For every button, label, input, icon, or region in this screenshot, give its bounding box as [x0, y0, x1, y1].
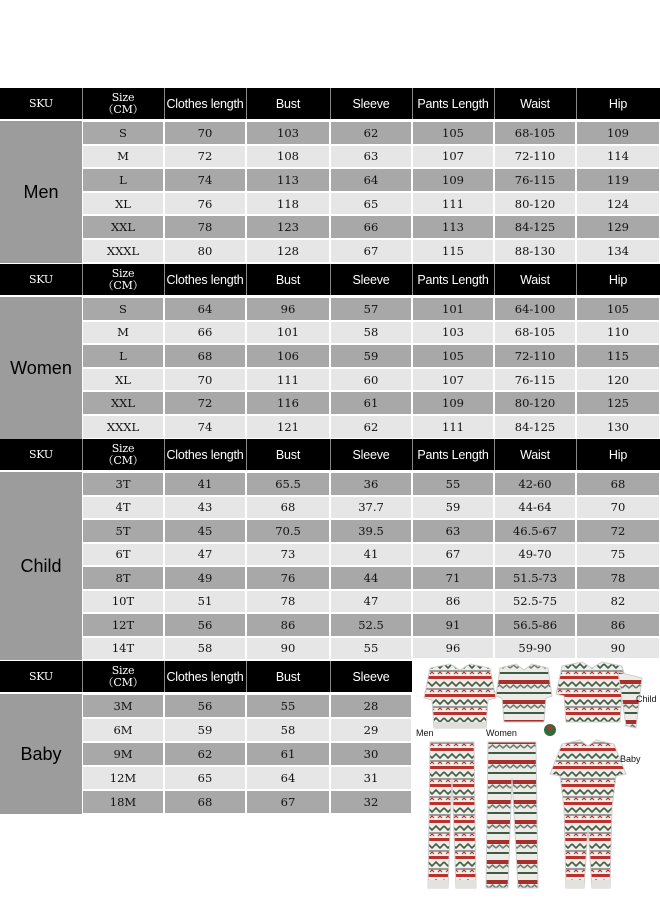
cell-pants-length: 86 [413, 591, 493, 613]
child-header-row [0, 439, 660, 470]
cell-size: 6T [83, 544, 163, 566]
cell-bust: 55 [247, 695, 329, 717]
header-sleeve: Sleeve [352, 669, 390, 684]
cell-clothes-length: 51 [165, 591, 245, 613]
cell-clothes-length: 64 [165, 298, 245, 320]
header-sleeve: Sleeve [330, 439, 413, 470]
cell-pants-length: 111 [413, 193, 493, 215]
header-bust: Bust [246, 264, 331, 295]
cell-sleeve: 52.5 [331, 614, 411, 636]
family-pajamas-photo [412, 658, 660, 900]
cell-pants-length: 105 [413, 345, 493, 367]
table-row [82, 543, 660, 567]
header-pants-length: Pants Length [412, 88, 495, 119]
table-row [82, 590, 660, 614]
cell-clothes-length: 59 [165, 719, 245, 741]
table-row [82, 344, 660, 368]
cell-size: XXXL [83, 416, 163, 438]
cell-bust: 96 [247, 298, 329, 320]
cell-waist: 51.5-73 [495, 567, 575, 589]
cell-pants-length: 101 [413, 298, 493, 320]
cell-size: 14T [83, 638, 163, 660]
cell-waist: 46.5-67 [495, 520, 575, 542]
cell-bust: 64 [247, 767, 329, 789]
header-size-line2: （CM） [102, 675, 144, 689]
women-top [496, 664, 552, 722]
table-row [82, 192, 660, 216]
table-row [82, 415, 660, 439]
cell-hip: 129 [577, 216, 659, 238]
photo-label-women: Women [486, 728, 517, 738]
cell-sleeve: 61 [331, 392, 411, 414]
cell-bust: 106 [247, 345, 329, 367]
cell-clothes-length: 68 [165, 791, 245, 813]
header-pants-length: Pants Length [412, 439, 495, 470]
men-top [424, 664, 496, 728]
cell-size: S [83, 298, 163, 320]
cell-sleeve: 64 [331, 169, 411, 191]
cell-pants-length: 55 [413, 473, 493, 495]
cell-sleeve: 63 [331, 146, 411, 168]
cell-sleeve: 47 [331, 591, 411, 613]
cell-clothes-length: 65 [165, 767, 245, 789]
cell-hip: 124 [577, 193, 659, 215]
cell-size: 3M [83, 695, 163, 717]
cell-hip: 86 [577, 614, 659, 636]
cell-size: 9M [83, 743, 163, 765]
header-bust: Bust [246, 661, 331, 692]
baby-romper [550, 740, 626, 888]
header-size [82, 661, 165, 692]
cell-bust: 116 [247, 392, 329, 414]
header-sku: SKU [0, 264, 83, 295]
table-row [82, 472, 660, 496]
cell-waist: 84-125 [495, 416, 575, 438]
cell-waist: 56.5-86 [495, 614, 575, 636]
cell-size: 18M [83, 791, 163, 813]
cell-sleeve: 58 [331, 322, 411, 344]
cell-waist: 68-105 [495, 122, 575, 144]
cell-waist: 44-64 [495, 497, 575, 519]
cell-waist: 88-130 [495, 240, 575, 262]
cell-size: L [83, 345, 163, 367]
cell-sleeve: 31 [331, 767, 411, 789]
header-sku: SKU [0, 439, 83, 470]
header-sleeve: Sleeve [330, 88, 413, 119]
baby-header-row [0, 661, 412, 692]
cell-waist: 72-110 [495, 345, 575, 367]
cell-bust: 58 [247, 719, 329, 741]
cell-size: 8T [83, 567, 163, 589]
cell-waist: 52.5-75 [495, 591, 575, 613]
table-row [82, 613, 660, 637]
cell-clothes-length: 70 [165, 122, 245, 144]
cell-bust: 111 [247, 369, 329, 391]
cell-clothes-length: 47 [165, 544, 245, 566]
cell-clothes-length: 58 [165, 638, 245, 660]
header-size [82, 264, 165, 295]
cell-bust: 118 [247, 193, 329, 215]
group-label-child: Child [0, 472, 82, 660]
cell-size: 12T [83, 614, 163, 636]
header-waist: Waist [494, 88, 577, 119]
header-sleeve: Sleeve [330, 264, 413, 295]
header-waist: Waist [494, 264, 577, 295]
cell-bust: 78 [247, 591, 329, 613]
cell-pants-length: 115 [413, 240, 493, 262]
cell-sleeve: 29 [331, 719, 411, 741]
table-row [82, 297, 660, 321]
group-label-women: Women [0, 297, 82, 439]
header-hip: Hip [608, 96, 628, 111]
cell-waist: 72-110 [495, 146, 575, 168]
cell-clothes-length: 76 [165, 193, 245, 215]
cell-clothes-length: 62 [165, 743, 245, 765]
cell-sleeve: 39.5 [331, 520, 411, 542]
header-size-line1: Size [111, 441, 135, 455]
cell-hip: 134 [577, 240, 659, 262]
cell-clothes-length: 45 [165, 520, 245, 542]
table-row [82, 566, 660, 590]
cell-size: 10T [83, 591, 163, 613]
cell-sleeve: 60 [331, 369, 411, 391]
cell-bust: 61 [247, 743, 329, 765]
cell-clothes-length: 56 [165, 614, 245, 636]
header-bust: Bust [246, 88, 331, 119]
cell-bust: 70.5 [247, 520, 329, 542]
cell-sleeve: 30 [331, 743, 411, 765]
cell-hip: 72 [577, 520, 659, 542]
cell-bust: 121 [247, 416, 329, 438]
ornament-icon [544, 724, 556, 736]
cell-clothes-length: 78 [165, 216, 245, 238]
cell-clothes-length: 41 [165, 473, 245, 495]
header-pants-length: Pants Length [412, 264, 495, 295]
table-row [82, 391, 660, 415]
cell-pants-length: 96 [413, 638, 493, 660]
cell-pants-length: 59 [413, 497, 493, 519]
cell-size: 12M [83, 767, 163, 789]
cell-waist: 64-100 [495, 298, 575, 320]
cell-bust: 65.5 [247, 473, 329, 495]
header-size-line1: Size [111, 266, 135, 280]
cell-clothes-length: 68 [165, 345, 245, 367]
header-size-line2: （CM） [102, 102, 144, 116]
cell-size: M [83, 146, 163, 168]
cell-hip: 125 [577, 392, 659, 414]
table-row [82, 145, 660, 169]
cell-sleeve: 28 [331, 695, 411, 717]
header-size [82, 88, 165, 119]
header-clothes-length: Clothes length [164, 264, 247, 295]
women-header-row [0, 264, 660, 295]
cell-clothes-length: 72 [165, 392, 245, 414]
cell-hip: 70 [577, 497, 659, 519]
group-label-baby: Baby [0, 694, 82, 814]
cell-bust: 86 [247, 614, 329, 636]
cell-size: 3T [83, 473, 163, 495]
cell-bust: 113 [247, 169, 329, 191]
header-clothes-length: Clothes length [164, 88, 247, 119]
table-row [82, 321, 660, 345]
header-size-line1: Size [111, 90, 135, 104]
cell-pants-length: 71 [413, 567, 493, 589]
cell-sleeve: 66 [331, 216, 411, 238]
table-row [82, 239, 660, 263]
header-size-line2: （CM） [102, 278, 144, 292]
cell-pants-length: 109 [413, 392, 493, 414]
cell-hip: 90 [577, 638, 659, 660]
cell-size: XXXL [83, 240, 163, 262]
cell-size: L [83, 169, 163, 191]
pajamas-illustration [412, 658, 660, 900]
cell-pants-length: 67 [413, 544, 493, 566]
cell-bust: 101 [247, 322, 329, 344]
table-row [82, 121, 660, 145]
cell-clothes-length: 43 [165, 497, 245, 519]
cell-clothes-length: 70 [165, 369, 245, 391]
cell-pants-length: 111 [413, 416, 493, 438]
cell-bust: 67 [247, 791, 329, 813]
cell-sleeve: 65 [331, 193, 411, 215]
cell-waist: 84-125 [495, 216, 575, 238]
cell-sleeve: 55 [331, 638, 411, 660]
cell-size: XXL [83, 216, 163, 238]
cell-sleeve: 32 [331, 791, 411, 813]
cell-pants-length: 107 [413, 369, 493, 391]
cell-clothes-length: 74 [165, 416, 245, 438]
cell-clothes-length: 74 [165, 169, 245, 191]
table-row [82, 637, 660, 661]
table-row [82, 368, 660, 392]
men-pants [428, 742, 476, 888]
cell-hip: 110 [577, 322, 659, 344]
header-waist: Waist [494, 439, 577, 470]
cell-pants-length: 63 [413, 520, 493, 542]
header-hip: Hip [608, 447, 628, 462]
cell-bust: 128 [247, 240, 329, 262]
cell-sleeve: 41 [331, 544, 411, 566]
cell-hip: 109 [577, 122, 659, 144]
cell-size: S [83, 122, 163, 144]
cell-sleeve: 59 [331, 345, 411, 367]
group-label-men: Men [0, 121, 82, 263]
cell-waist: 80-120 [495, 193, 575, 215]
cell-pants-length: 91 [413, 614, 493, 636]
cell-size: XL [83, 193, 163, 215]
header-bust: Bust [246, 439, 331, 470]
table-row [82, 496, 660, 520]
cell-sleeve: 62 [331, 122, 411, 144]
cell-bust: 90 [247, 638, 329, 660]
cell-bust: 108 [247, 146, 329, 168]
cell-waist: 80-120 [495, 392, 575, 414]
header-size-line2: （CM） [102, 453, 144, 467]
cell-hip: 78 [577, 567, 659, 589]
cell-waist: 76-115 [495, 169, 575, 191]
cell-size: 5T [83, 520, 163, 542]
cell-hip: 82 [577, 591, 659, 613]
child-top [556, 662, 630, 722]
header-sku: SKU [0, 661, 83, 692]
cell-clothes-length: 80 [165, 240, 245, 262]
women-pants [486, 742, 538, 888]
cell-hip: 68 [577, 473, 659, 495]
photo-label-child: Child [636, 694, 657, 704]
table-row [82, 519, 660, 543]
photo-label-men: Men [416, 728, 434, 738]
cell-sleeve: 37.7 [331, 497, 411, 519]
cell-bust: 76 [247, 567, 329, 589]
table-row [82, 215, 660, 239]
cell-bust: 103 [247, 122, 329, 144]
cell-hip: 114 [577, 146, 659, 168]
cell-sleeve: 57 [331, 298, 411, 320]
cell-sleeve: 36 [331, 473, 411, 495]
header-size-line1: Size [111, 663, 135, 677]
header-size [82, 439, 165, 470]
cell-clothes-length: 66 [165, 322, 245, 344]
cell-hip: 105 [577, 298, 659, 320]
men-header-row [0, 88, 660, 119]
cell-hip: 130 [577, 416, 659, 438]
cell-bust: 68 [247, 497, 329, 519]
cell-clothes-length: 56 [165, 695, 245, 717]
cell-hip: 120 [577, 369, 659, 391]
cell-size: M [83, 322, 163, 344]
cell-hip: 119 [577, 169, 659, 191]
header-hip: Hip [608, 272, 628, 287]
cell-bust: 123 [247, 216, 329, 238]
header-clothes-length: Clothes length [164, 439, 247, 470]
cell-size: 4T [83, 497, 163, 519]
cell-waist: 59-90 [495, 638, 575, 660]
cell-sleeve: 44 [331, 567, 411, 589]
cell-pants-length: 109 [413, 169, 493, 191]
cell-pants-length: 113 [413, 216, 493, 238]
table-row [82, 168, 660, 192]
cell-clothes-length: 49 [165, 567, 245, 589]
cell-waist: 49-70 [495, 544, 575, 566]
cell-waist: 42-60 [495, 473, 575, 495]
cell-size: XXL [83, 392, 163, 414]
cell-size: 6M [83, 719, 163, 741]
cell-size: XL [83, 369, 163, 391]
cell-sleeve: 62 [331, 416, 411, 438]
cell-waist: 68-105 [495, 322, 575, 344]
header-clothes-length: Clothes length [164, 661, 247, 692]
header-sku: SKU [0, 88, 83, 119]
cell-sleeve: 67 [331, 240, 411, 262]
cell-pants-length: 107 [413, 146, 493, 168]
cell-bust: 73 [247, 544, 329, 566]
cell-pants-length: 105 [413, 122, 493, 144]
cell-hip: 115 [577, 345, 659, 367]
photo-label-baby: Baby [620, 754, 641, 764]
cell-pants-length: 103 [413, 322, 493, 344]
cell-hip: 75 [577, 544, 659, 566]
cell-clothes-length: 72 [165, 146, 245, 168]
cell-waist: 76-115 [495, 369, 575, 391]
